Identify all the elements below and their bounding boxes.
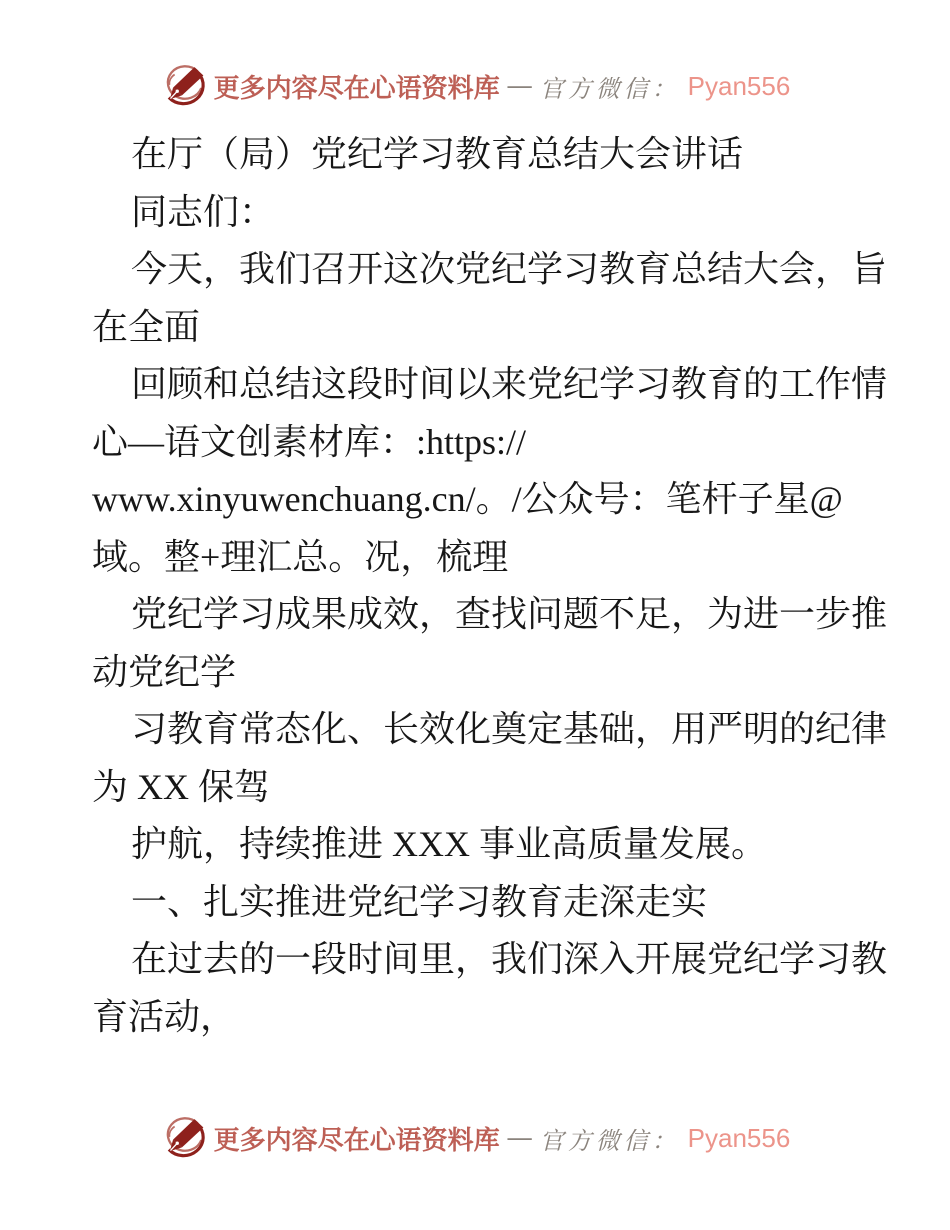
document-line: 在厅（局）党纪学习教育总结大会讲话 — [131, 134, 744, 174]
dash-separator: — — [507, 1124, 532, 1151]
brand-text: 更多内容尽在心语资料库 — [213, 73, 500, 103]
wechat-label: 官方微信： — [539, 1128, 680, 1155]
wechat-id: Pyan556 — [687, 1122, 791, 1153]
dash-separator: — — [507, 72, 532, 99]
document-line: 今天，我们召开这次党纪学习教育总结大会，旨 — [131, 249, 888, 289]
document-line: 在过去的一段时间里，我们深入开展党纪学习教 — [131, 939, 888, 979]
document-line: 在全面 — [92, 306, 201, 347]
document-line: 为 XX 保驾 — [92, 766, 270, 807]
pen-nib-logo-icon — [160, 64, 206, 108]
document-line: 护航，持续推进 XXX 事业高质量发展。 — [131, 824, 767, 864]
brand-text: 更多内容尽在心语资料库 — [213, 1125, 500, 1155]
document-body — [92, 126, 888, 1046]
document-line: 动党纪学 — [92, 651, 237, 692]
wechat-id: Pyan556 — [687, 70, 791, 101]
document-line: 心—语文创素材库：:https:// — [92, 421, 527, 462]
pen-nib-logo-icon — [160, 1116, 206, 1160]
document-line: 习教育常态化、长效化奠定基础，用严明的纪律 — [131, 709, 888, 749]
document-line: 党纪学习成果成效，查找问题不足，为进一步推 — [131, 594, 888, 634]
header-watermark — [0, 64, 950, 108]
footer-watermark — [0, 1116, 950, 1160]
document-line: www.xinyuwenchuang.cn/。/公众号：笔杆子星@ — [92, 479, 843, 519]
document-line: 育活动， — [92, 996, 237, 1037]
document-line: 域。整+理汇总。况，梳理 — [92, 536, 509, 577]
document-line: 回顾和总结这段时间以来党纪学习教育的工作情 — [131, 364, 888, 404]
document-line: 一、扎实推进党纪学习教育走深走实 — [131, 881, 708, 922]
wechat-label: 官方微信： — [539, 76, 680, 103]
document-line: 同志们： — [131, 191, 276, 232]
